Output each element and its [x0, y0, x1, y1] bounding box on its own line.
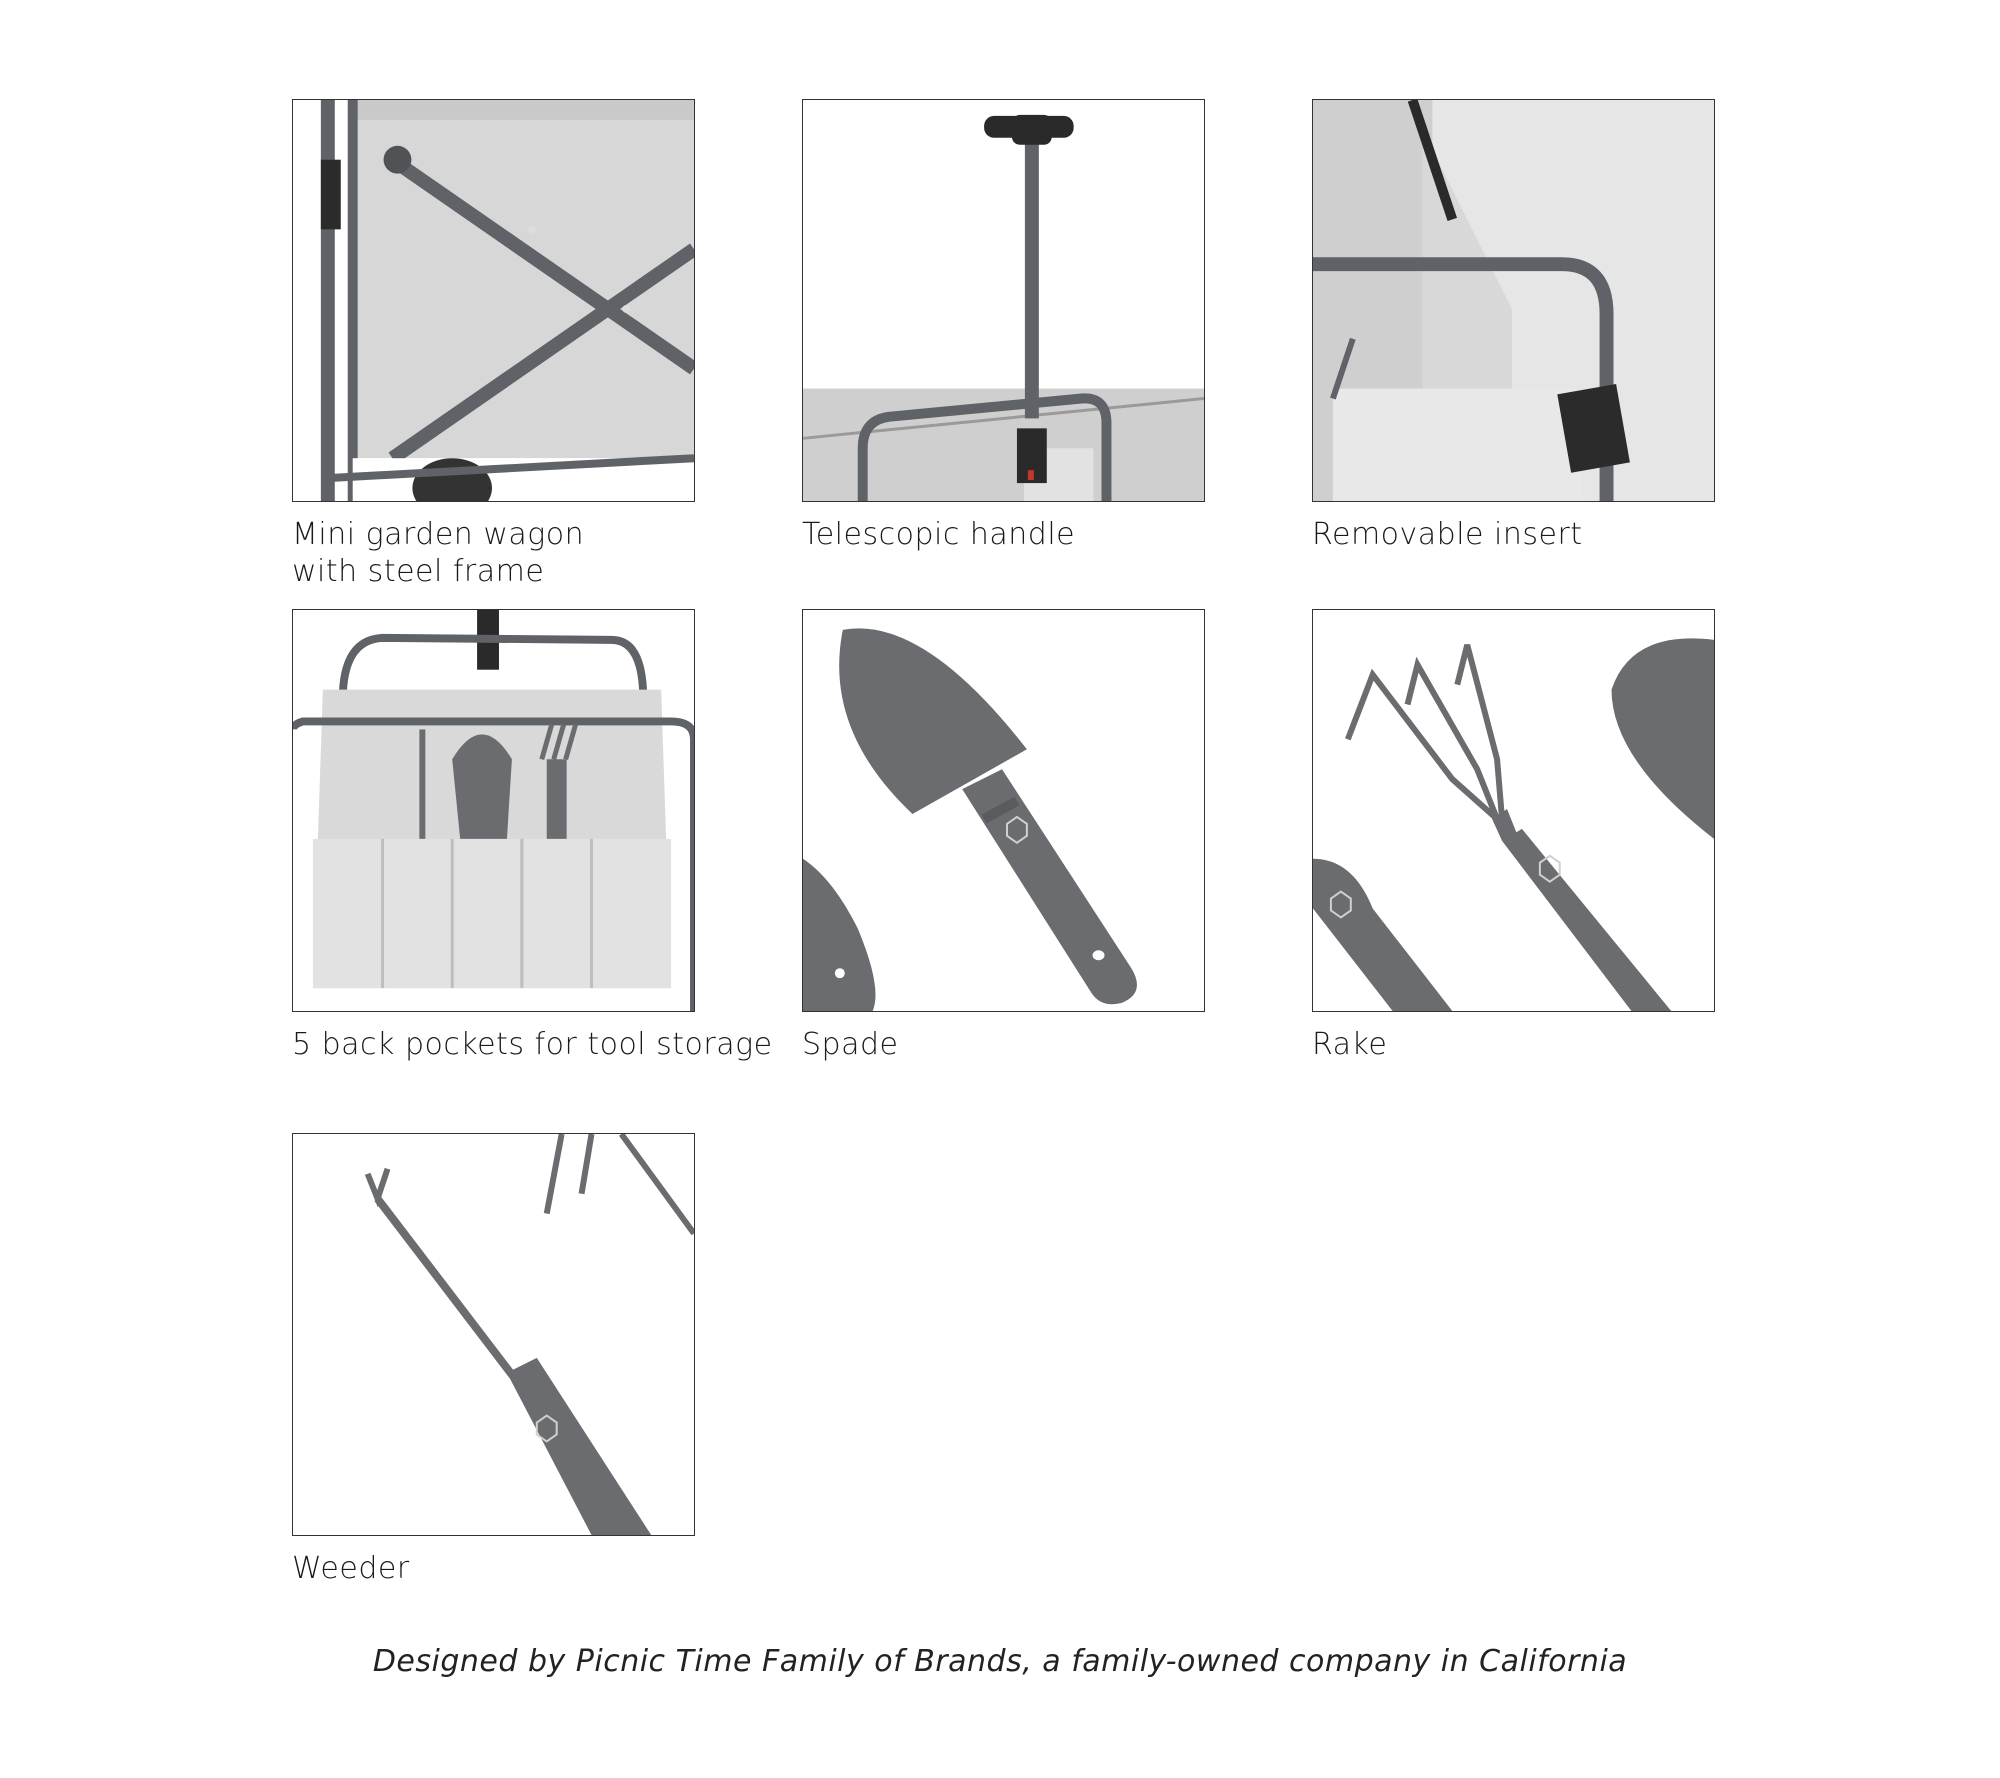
back-pockets-caption: 5 back pockets for tool storage	[292, 1027, 773, 1062]
rake-caption: Rake	[1312, 1027, 1388, 1062]
spade-caption: Spade	[802, 1027, 899, 1062]
footer-tagline: Designed by Picnic Time Family of Brands, a family-owned company in California	[372, 1644, 1628, 1679]
wagon-frame-caption: Mini garden wagon with steel frame	[292, 517, 585, 589]
telescopic-handle-caption: Telescopic handle	[802, 517, 1076, 552]
weeder-caption: Weeder	[292, 1551, 410, 1586]
weeder-photo	[292, 1133, 695, 1536]
removable-insert-caption: Removable insert	[1312, 517, 1583, 552]
back-pockets-photo	[292, 609, 695, 1012]
wagon-frame-photo	[292, 99, 695, 502]
telescopic-handle-photo	[802, 99, 1205, 502]
spade-photo	[802, 609, 1205, 1012]
removable-insert-photo	[1312, 99, 1715, 502]
rake-photo	[1312, 609, 1715, 1012]
